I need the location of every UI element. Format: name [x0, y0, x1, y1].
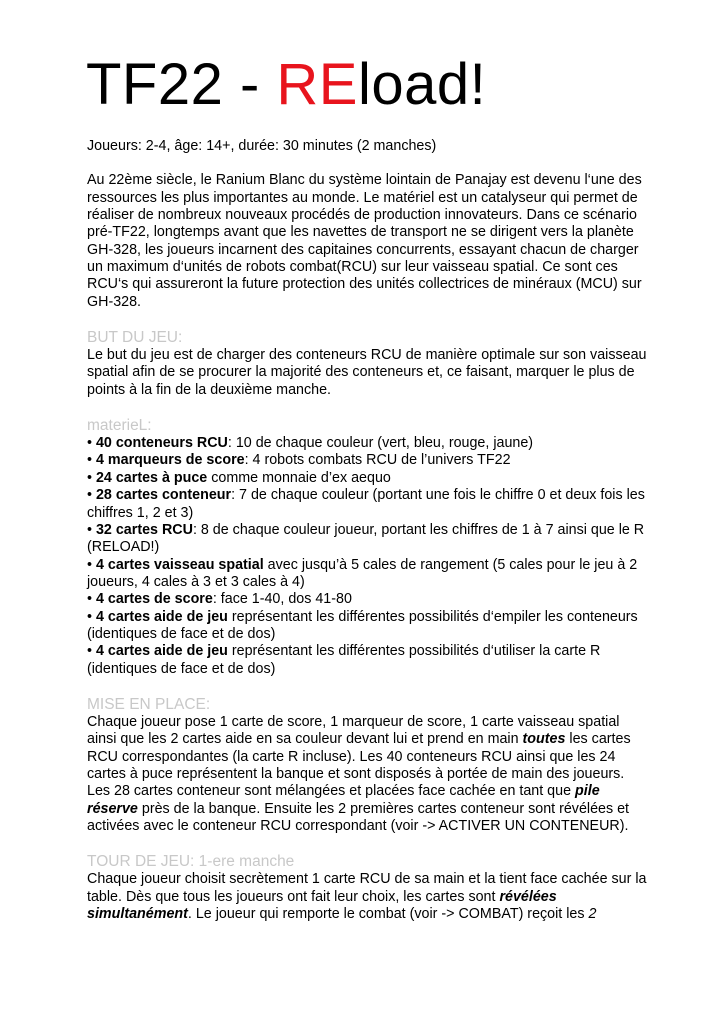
list-item: • 32 cartes RCU: 8 de chaque couleur joueur, portant les chiffres de 1 à 7 ainsi que le R (RELOAD!)	[87, 521, 645, 556]
page-title	[86, 49, 486, 121]
intro-paragraph: Au 22ème siècle, le Ranium Blanc du système lointain de Panajay est devenu l‘une des ressources les plus importantes au monde. Le matériel est un catalyseur qui permet de réaliser de nombreux nouveaux procédés de production innovateurs. Dans ce scénario pré-TF22, longtemps avant que les navettes de transport ne se dirigent vers la planète GH-328, les joueurs incarnent des capitaines concurrents, essayant chacun de charger un maximum d‘unités de robots combat(RCU) sur leur vaisseau spatial. Ce sont ces RCU‘s qui assureront la future protection des unités collectrices de minéraux (MCU) sur GH-328.	[87, 172, 642, 310]
game-meta: Joueurs: 2-4, âge: 14+, durée: 30 minutes (2 manches)	[87, 138, 437, 154]
document-body	[87, 138, 647, 941]
section-heading-tour: TOUR DE JEU: 1-ere manche	[87, 853, 295, 871]
section-but	[87, 329, 647, 399]
title-accent: RE	[276, 52, 358, 117]
list-item: • 4 cartes aide de jeu représentant les différentes possibilités d‘utiliser la carte R (identiques de face et de dos)	[87, 643, 601, 677]
mise-paragraph: Chaque joueur pose 1 carte de score, 1 marqueur de score, 1 carte vaisseau spatial ainsi que les 2 cartes aide en sa couleur devant lui et prend en main toutes les cartes RCU correspondantes (la carte R incluse). Les 40 conteneurs RCU ainsi que les 24 cartes à puce représentent la banque et sont disposés à portée de main des joueurs. Les 28 cartes conteneur sont mélangées et placées face cachée en tant que pile réserve près de la banque. Ensuite les 2 premières cartes conteneur sont révélées et activées avec le conteneur RCU correspondant (voir -> ACTIVER UN CONTENEUR).	[87, 713, 631, 834]
list-item: • 28 cartes conteneur: 7 de chaque couleur (portant une fois le chiffre 0 et deux fois les chiffres 1, 2 et 3)	[87, 487, 645, 521]
section-mise-en-place	[87, 696, 647, 835]
section-heading-but: BUT DU JEU:	[87, 329, 183, 347]
list-item: • 24 cartes à puce comme monnaie d’ex aequo	[87, 469, 391, 486]
section-tour	[87, 853, 647, 923]
list-item: • 4 cartes de score: face 1-40, dos 41-80	[87, 591, 352, 608]
list-item: • 4 cartes aide de jeu représentant les différentes possibilités d‘empiler les conteneurs (identiques de face et de dos)	[87, 608, 638, 642]
but-paragraph: Le but du jeu est de charger des conteneurs RCU de manière optimale sur son vaisseau spatial afin de se procurer la majorité des conteneurs et, ce faisant, marquer le plus de points à la fin de la deuxième manche.	[87, 347, 647, 398]
title-rest: load!	[358, 52, 487, 117]
tour-paragraph: Chaque joueur choisit secrètement 1 carte RCU de sa main et la tient face cachée sur la table. Dès que tous les joueurs ont fait leur choix, les cartes sont révélées simultanément. Le joueur qui remporte le combat (voir -> COMBAT) reçoit les 2	[87, 871, 647, 923]
title-main: TF22 -	[86, 52, 277, 117]
section-materiel	[87, 417, 647, 678]
list-item: • 4 marqueurs de score: 4 robots combats RCU de l’univers TF22	[87, 452, 511, 469]
section-heading-mise: MISE EN PLACE:	[87, 695, 211, 713]
list-item: • 40 conteneurs RCU: 10 de chaque couleur (vert, bleu, rouge, jaune)	[87, 435, 534, 452]
list-item: • 4 cartes vaisseau spatial avec jusqu’à 5 cales de rangement (5 cales pour le jeu à 2 joueurs, 4 cales à 3 et 3 cales à 4)	[87, 556, 638, 590]
section-heading-materiel: materieL:	[87, 417, 152, 435]
